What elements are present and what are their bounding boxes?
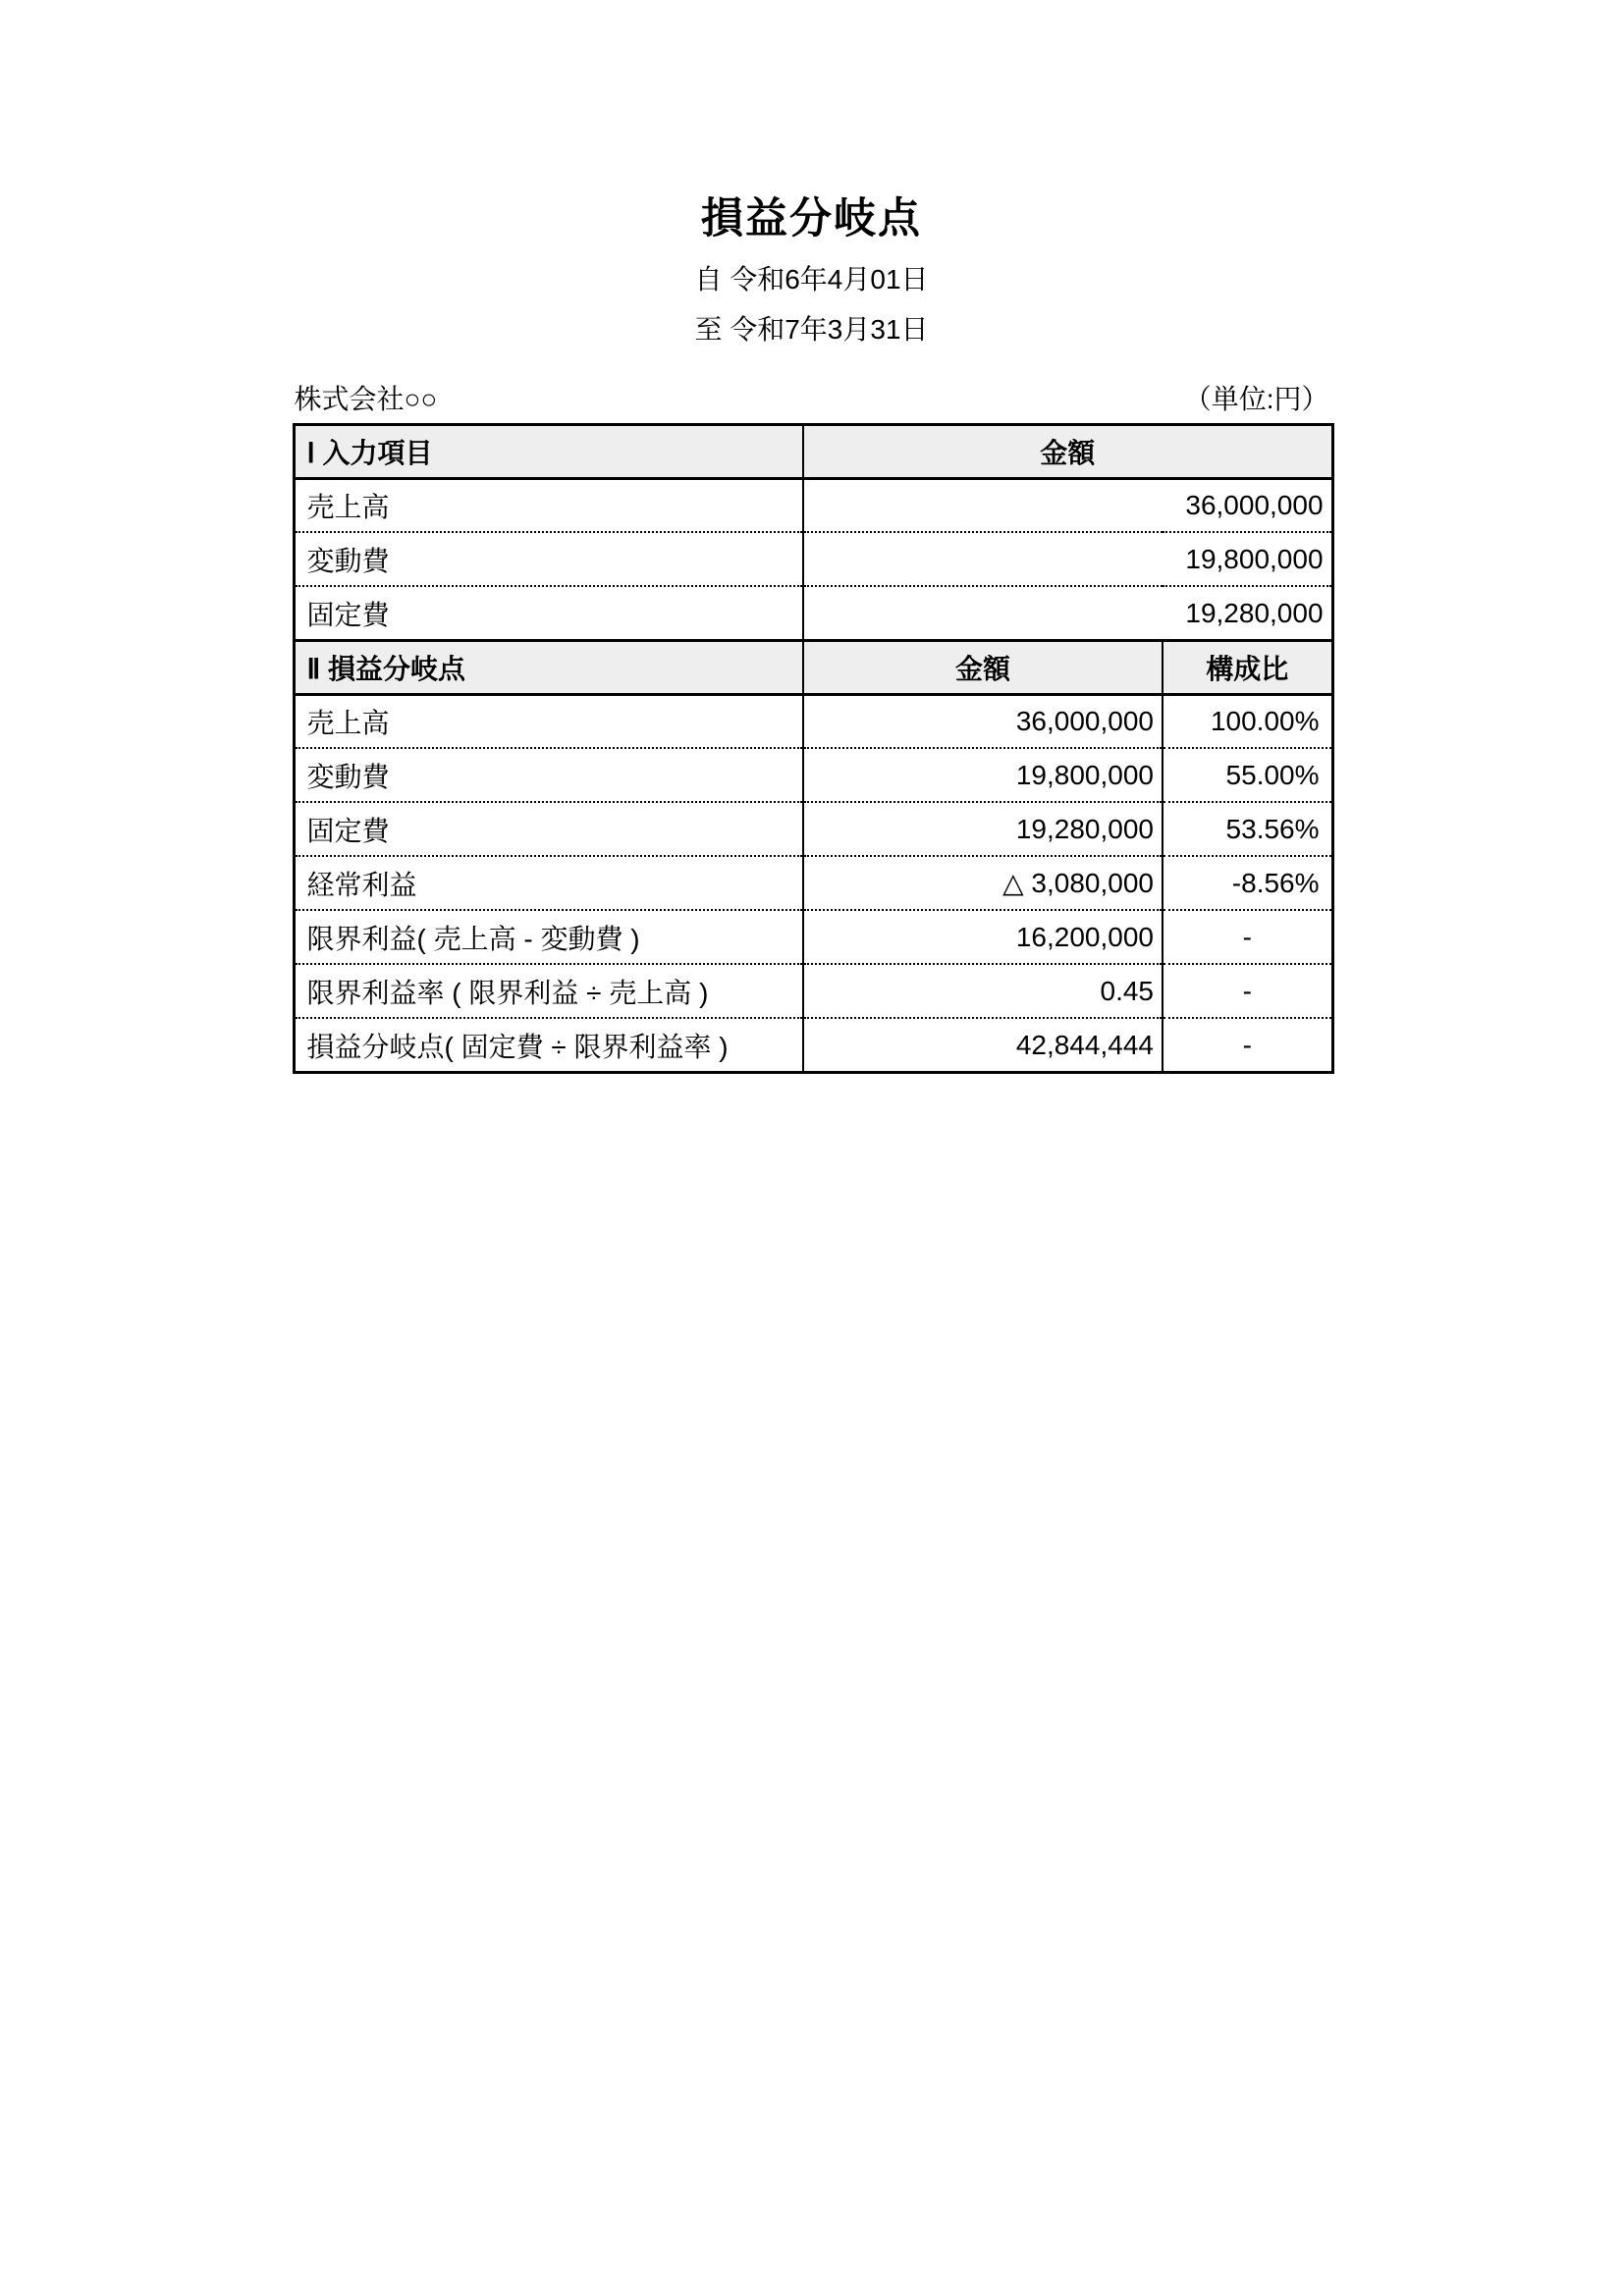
period-to: 至 令和7年3月31日	[694, 314, 929, 346]
table-row	[294, 478, 1332, 532]
company-name: 株式会社○○	[294, 383, 438, 414]
ratio-cell: -	[1163, 1018, 1332, 1072]
amount-cell: 36,000,000	[1185, 490, 1324, 521]
amount-cell: 0.45	[803, 964, 1163, 1018]
breakeven-table	[293, 423, 1334, 1074]
row-label: 固定費	[294, 586, 803, 640]
table-row	[294, 1018, 1332, 1072]
table-row	[294, 802, 1332, 856]
unit-note: （単位:円）	[1183, 383, 1329, 414]
ratio-cell: 55.00%	[1163, 748, 1332, 802]
table-row	[294, 856, 1332, 910]
row-label: 売上高	[294, 694, 803, 748]
row-label: 売上高	[294, 478, 803, 532]
amount-cell: 16,200,000	[803, 910, 1163, 964]
row-label: 経常利益	[294, 856, 803, 910]
amount-cell: △ 3,080,000	[803, 856, 1163, 910]
row-label: 限界利益( 売上高 - 変動費 )	[294, 910, 803, 964]
document-content	[293, 0, 1331, 1074]
row-label: 変動費	[294, 532, 803, 586]
row-label: 変動費	[294, 748, 803, 802]
amount-cell: 19,280,000	[803, 802, 1163, 856]
amount-cell: 19,800,000	[803, 532, 1332, 586]
period-from: 自 令和6年4月01日	[694, 263, 929, 294]
table-row	[294, 586, 1332, 640]
page-title: 損益分岐点	[701, 195, 922, 242]
section2-header-row	[294, 640, 1332, 694]
amount-cell: 19,280,000	[803, 586, 1332, 640]
amount-cell: 36,000,000	[1015, 706, 1154, 737]
ratio-cell: -	[1163, 910, 1332, 964]
row-label: 固定費	[294, 802, 803, 856]
ratio-cell: -	[1163, 964, 1332, 1018]
table-row	[294, 748, 1332, 802]
section2-amount-header: 金額	[803, 640, 1163, 694]
amount-cell: 42,844,444	[803, 1018, 1163, 1072]
section2-title: Ⅱ 損益分岐点	[294, 640, 803, 694]
table-row	[294, 694, 1332, 748]
meta-row	[293, 378, 1331, 417]
amount-cell: 19,800,000	[803, 748, 1163, 802]
section2-ratio-header: 構成比	[1163, 640, 1332, 694]
table-row	[294, 910, 1332, 964]
section1-header-row	[294, 424, 1332, 478]
table-row	[294, 964, 1332, 1018]
row-label: 限界利益率 ( 限界利益 ÷ 売上高 )	[294, 964, 803, 1018]
ratio-cell: 53.56%	[1163, 802, 1332, 856]
section1-title: Ⅰ 入力項目	[294, 424, 803, 478]
table-row	[294, 532, 1332, 586]
row-label: 損益分岐点( 固定費 ÷ 限界利益率 )	[294, 1018, 803, 1072]
ratio-cell: -8.56%	[1163, 856, 1332, 910]
section1-amount-header: 金額	[803, 424, 1332, 478]
ratio-cell: 100.00%	[1163, 694, 1332, 748]
